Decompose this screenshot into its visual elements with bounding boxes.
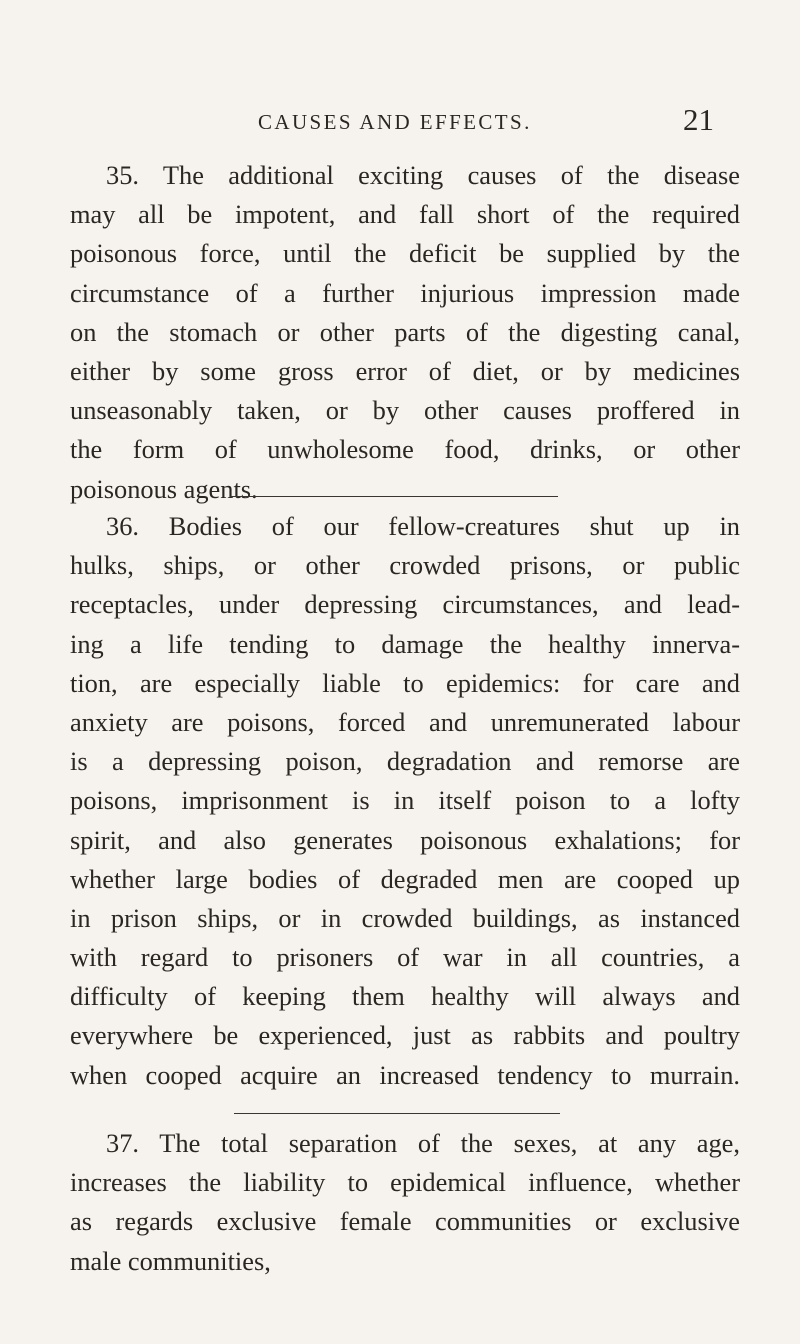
paragraph-line: when cooped acquire an increased tendency to murrain.	[70, 1059, 740, 1090]
running-title: CAUSES AND EFFECTS.	[258, 110, 532, 134]
paragraph-line: the form of unwholesome food, drinks, or other	[70, 434, 740, 465]
paragraph-36	[70, 507, 740, 1095]
paragraph-line: may all be impotent, and fall short of the required	[70, 199, 740, 230]
paragraph-line: hulks, ships, or other crowded prisons, or public	[70, 550, 740, 581]
section-divider	[230, 496, 558, 497]
paragraph-line: on the stomach or other parts of the digesting canal,	[70, 316, 740, 347]
paragraph-line: unseasonably taken, or by other causes proffered in	[70, 395, 740, 426]
paragraph-line: with regard to prisoners of war in all countries, a	[70, 942, 740, 973]
running-head	[0, 102, 800, 148]
paragraph-line: circumstance of a further injurious impression made	[70, 277, 740, 308]
paragraph-line: poisonous agents.	[70, 473, 258, 504]
paragraph-line: in prison ships, or in crowded buildings, as instanced	[70, 902, 740, 933]
paragraph-line: either by some gross error of diet, or by medicines	[70, 355, 740, 386]
paragraph-35	[70, 156, 740, 509]
paragraph-line: 37. The total separation of the sexes, at any age,	[106, 1128, 740, 1158]
paragraph-line: spirit, and also generates poisonous exhalations; for	[70, 824, 740, 855]
page-number: 21	[683, 102, 714, 137]
paragraph-line: poisons, imprisonment is in itself poison to a lofty	[70, 785, 740, 816]
paragraph-line: difficulty of keeping them healthy will always and	[70, 981, 740, 1012]
paragraph-line: 36. Bodies of our fellow-creatures shut up in	[106, 511, 740, 541]
paragraph-line: tion, are especially liable to epidemics: for care and	[70, 667, 740, 698]
paragraph-line: 35. The additional exciting causes of the disease	[106, 160, 740, 190]
paragraph-37	[70, 1124, 740, 1281]
paragraph-line: is a depressing poison, degradation and remorse are	[70, 746, 740, 777]
section-divider	[234, 1113, 560, 1114]
paragraph-line: ing a life tending to damage the healthy innerva-	[70, 628, 740, 659]
paragraph-line: everywhere be experienced, just as rabbits and poultry	[70, 1020, 740, 1051]
paragraph-line: as regards exclusive female communities or exclusive	[70, 1206, 740, 1237]
paragraph-line: receptacles, under depressing circumstances, and lead-	[70, 589, 740, 620]
paragraph-line: male communities,	[70, 1245, 271, 1276]
paragraph-line: anxiety are poisons, forced and unremunerated labour	[70, 706, 740, 737]
paragraph-line: whether large bodies of degraded men are cooped up	[70, 863, 740, 894]
paragraph-line: poisonous force, until the deficit be supplied by the	[70, 238, 740, 269]
paragraph-line: increases the liability to epidemical influence, whether	[70, 1167, 740, 1198]
